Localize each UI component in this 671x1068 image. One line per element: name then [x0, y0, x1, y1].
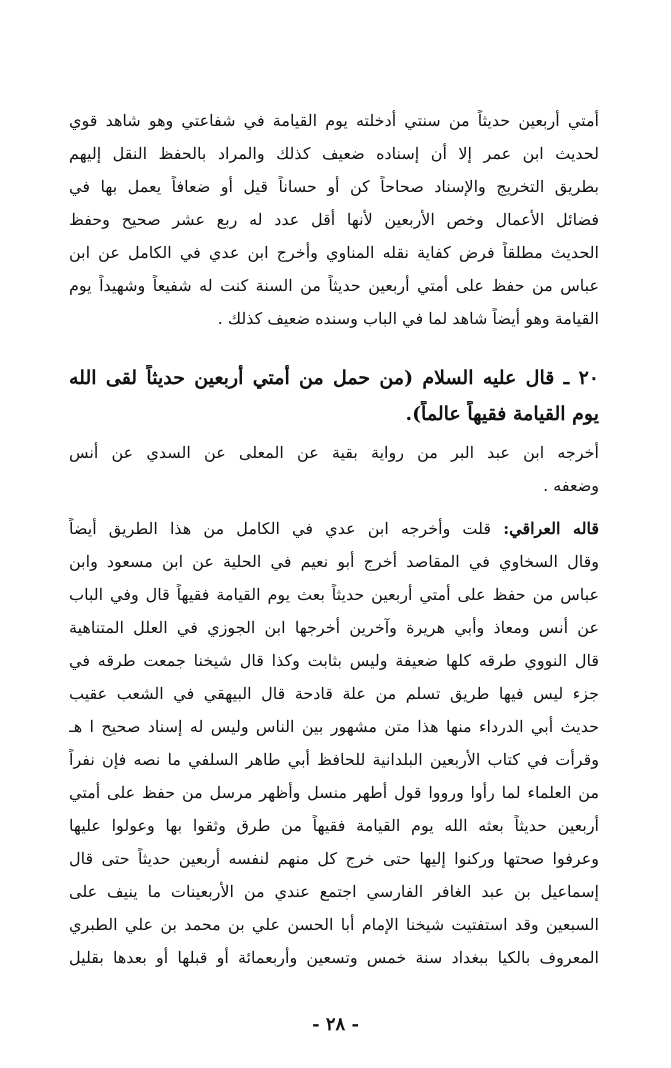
text-line: قال النووي طرقه كلها ضعيفة وليس بثابت وكذا قال شيخنا جمعت طرقه في	[69, 651, 599, 670]
text-line: وقرأت في كتاب الأربعين البلدانية للحافظ أبي طاهر السلفي ما نصه فإن نفراً	[69, 750, 599, 769]
text-line: عن أنس ومعاذ وأبي هريرة وآخرين أخرجها ابن الجوزي في العلل المتناهية	[69, 618, 599, 637]
hadith-heading-line: ٢٠ ـ قال عليه السلام (من حمل من أمتي أربعين حديثاً لقى الله	[69, 367, 599, 389]
text-line: عباس من حفظ على أمتي أربعين حديثاً بعث يوم القيامة فقيهاً قال وفي الباب	[69, 585, 599, 604]
text-line: أخرجه ابن عبد البر من رواية بقية عن المعلى عن السدي عن أنس	[69, 443, 599, 462]
text-line: إسماعيل بن عبد الغافر الفارسي اجتمع عندي من الأربعينات ما ينيف على	[69, 882, 599, 901]
commentator-label: قاله العراقي:	[503, 519, 599, 538]
text-line: فضائل الأعمال وخص الأربعين لأنها أقل عدد له ربع عشر صحيح وحفظ	[69, 210, 599, 229]
text-line: حديث أبي الدرداء منها هذا متن مشهور بين الناس وليس له إسناد صحيح ا هـ	[69, 717, 599, 736]
text-line	[69, 518, 599, 542]
text-line: الحديث مطلقاً فرض كفاية نقله المناوي وأخرج ابن عدي في الكامل عن ابن	[69, 243, 599, 262]
text-segment: قلت وأخرجه ابن عدي في الكامل من هذا الطريق أيضاً	[69, 519, 492, 538]
text-line: من العلماء لما رأوا ورووا قول أطهر منسل وأظهر مرسل من حفظ على أمتي	[69, 783, 599, 802]
text-line: أمتي أربعين حديثاً من سنتي أدخلته يوم القيامة في شفاعتي وهو شاهد قوي	[69, 111, 599, 130]
text-line: عباس من حفظ على أمتي أربعين حديثاً من السنة كنت له شفيعاً وشهيداً يوم	[69, 276, 599, 295]
page-number: - ٢٨ -	[312, 1014, 359, 1035]
text-line: السبعين وقد استفتيت شيخنا الإمام أبا الحسن علي بن محمد بن علي الطبري	[69, 915, 599, 934]
text-line: أربعين حديثاً بعثه الله يوم القيامة فقيهاً من طرق وثقوا بها وعولوا عليها	[69, 816, 599, 835]
hadith-heading-line: يوم القيامة فقيهاً عالماً).	[405, 403, 599, 425]
text-line: القيامة وهو أيضاً شاهد لما في الباب وسنده ضعيف كذلك .	[217, 309, 599, 328]
text-line: وقال السخاوي في المقاصد أخرج أبو نعيم في الحلية عن ابن مسعود وابن	[69, 552, 599, 571]
text-line: المعروف بالكيا ببغداد سنة خمس وتسعين وأربعمائة أو قبلها أو بعدها بقليل	[69, 948, 599, 967]
text-line: وضعفه .	[543, 476, 599, 495]
text-line: بطريق التخريج والإسناد صحاحاً كن أو حساناً قيل أو ضعافاً يعمل بها في	[69, 177, 599, 196]
text-line: جزء ليس فيها طريق تسلم من علة قادحة قال البيهقي في الشعب عقيب	[69, 684, 599, 703]
text-line: لحديث ابن عمر إلا أن إسناده ضعيف كذلك والمراد بالحفظ النقل إليهم	[69, 144, 599, 163]
text-line: وعرفوا صحتها وركنوا إليها حتى خرج كل منهم لنفسه أربعين حديثاً حتى قال	[69, 849, 599, 868]
